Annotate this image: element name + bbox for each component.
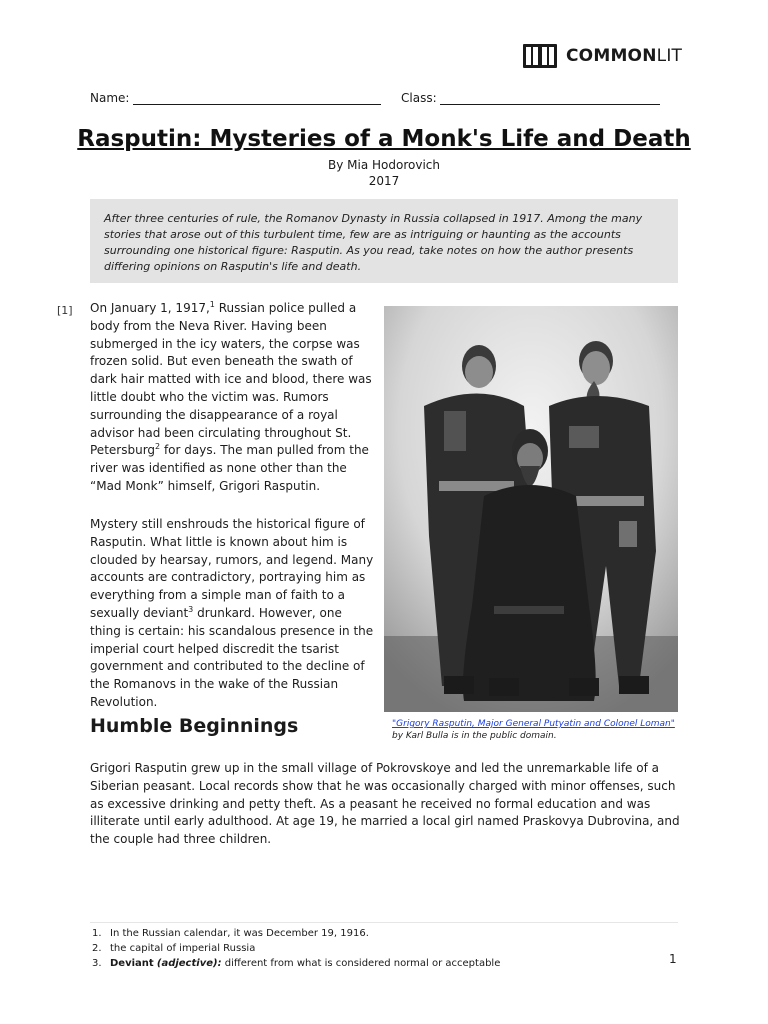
- footnote-3: 3. Deviant (adjective): different from what is considered normal or acceptable: [92, 958, 501, 969]
- photo-source-link[interactable]: "Grigory Rasputin, Major General Putyatin and Colonel Loman": [392, 719, 675, 729]
- paragraph-3: Grigori Rasputin grew up in the small village of Pokrovskoye and led the unremarkable life of a Siberian peasant. Local records show that he was occasionally charged with minor offenses, such as excessive drinking and petty theft. As a peasant he received no formal education and was illiterate until early adulthood. At age 19, he married a local girl named Praskovya Dubrovina, and the couple had three children.: [90, 761, 680, 847]
- footnote-ref-2: 2: [155, 442, 161, 452]
- section-heading: Humble Beginnings: [90, 715, 299, 737]
- class-label: Class:: [401, 91, 437, 105]
- page-number: 1: [669, 952, 677, 966]
- open-book-icon: [522, 43, 558, 69]
- logo-wordmark: COMMONLIT: [566, 46, 683, 66]
- byline: By Mia Hodorovich: [328, 158, 440, 172]
- footnote-divider: [90, 922, 678, 923]
- footnote-1: 1. In the Russian calendar, it was December 19, 1916.: [92, 928, 369, 939]
- intro-text: After three centuries of rule, the Romanov Dynasty in Russia collapsed in 1917. Among the many stories that arose out of this turbulent time, few are as intriguing or haunting as the accounts surrounding one historical figure: Rasputin. As you read, take notes on how the author presents differing opinions on Rasputin's life and death.: [104, 212, 643, 273]
- commonlit-logo: [522, 42, 682, 70]
- publication-year: 2017: [368, 174, 400, 188]
- photo-caption: "Grigory Rasputin, Major General Putyatin and Colonel Loman" by Karl Bulla is in the public domain.: [392, 719, 675, 741]
- class-field[interactable]: [440, 91, 660, 105]
- paragraph-1: On January 1, 1917,$^1$ Russian police pulled a body from the Neva River. Having been submerged in the icy waters, the corpse was frozen solid. But even beneath the swath of dark hair matted with ice and blood, there was little doubt who the victim was. Rumors surrounding the disappearance of a royal advisor had been circulating throughout St. Petersburg$^2$ for days. The man pulled from the river was identified as none other than the “Mad Monk” himself, Grigori Rasputin.: [90, 300, 372, 493]
- footnote-ref-1: 1: [209, 300, 215, 309]
- footnote-2: 2. the capital of imperial Russia: [92, 943, 256, 954]
- paragraph-number: [1]: [57, 304, 73, 317]
- footnote-ref-3: 3: [188, 604, 194, 614]
- page-title: Rasputin: Mysteries of a Monk's Life and Death: [77, 126, 691, 152]
- name-field[interactable]: [133, 91, 381, 105]
- historical-photo: [384, 306, 678, 712]
- name-label: Name:: [90, 91, 130, 105]
- paragraph-2: Mystery still enshrouds the historical figure of Rasputin. What little is known about him is clouded by hearsay, rumors, and legend. Many accounts are contradictory, portraying him as everything from a simple man of faith to a sexually deviant$^3$ drunkard. However, one thing is certain: his scandalous presence in the imperial court helped discredit the tsarist government and contributed to the decline of the Romanovs in the wake of the Russian Revolution.: [90, 517, 374, 709]
